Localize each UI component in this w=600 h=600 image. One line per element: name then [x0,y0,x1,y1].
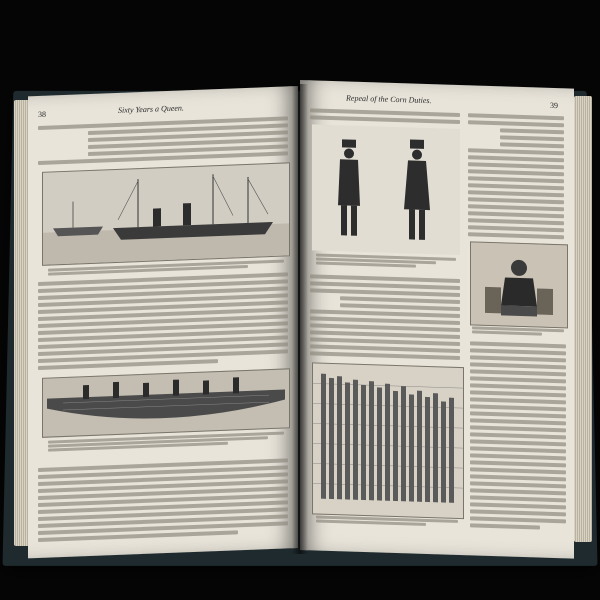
bar-chart-illustration [312,362,464,519]
left-page [28,86,298,558]
figures-caption [316,253,456,270]
ship-illustration [42,162,290,266]
right-page [300,80,574,559]
left-running-head: Sixty Years a Queen. [118,103,184,115]
ship-cross-section-illustration [42,368,290,438]
standing-figures-illustration [312,124,460,255]
portrait-caption [472,325,564,337]
left-folio: 38 [38,109,46,119]
right-running-head: Repeal of the Corn Duties. [346,93,432,106]
right-page-edges [574,96,592,542]
book-gutter-shadow [292,84,308,554]
seated-portrait-illustration [470,241,568,328]
right-folio: 39 [550,100,558,111]
